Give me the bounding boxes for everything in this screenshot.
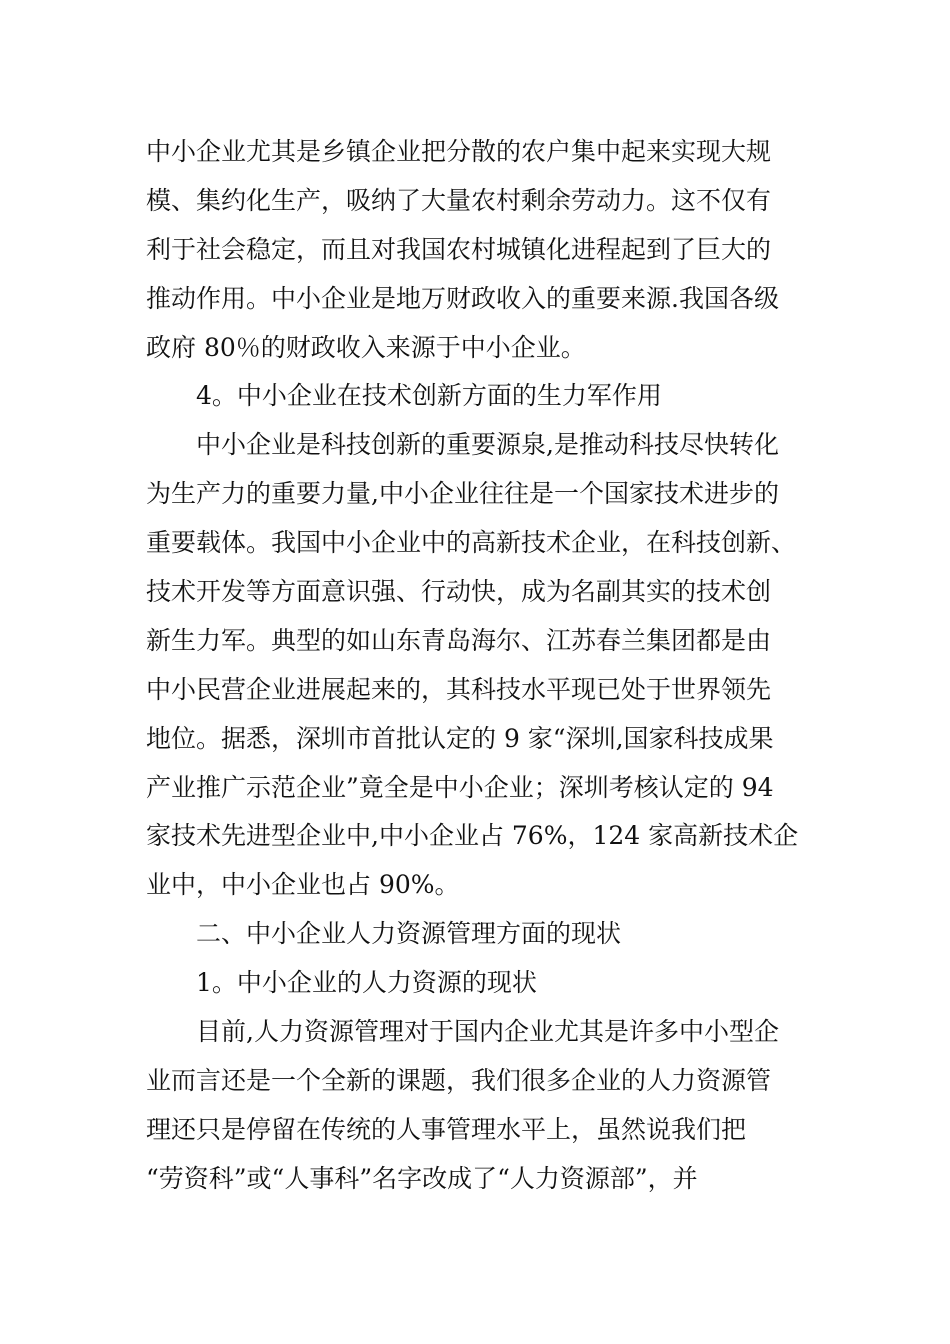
text-line: 政府 80％的财政收入来源于中小企业。 (146, 332, 586, 362)
text-line: 中小民营企业进展起来的，其科技水平现已处于世界领先 (146, 674, 772, 704)
subsection-heading: 1。中小企业的人力资源的现状 (196, 968, 537, 998)
text-line: 中小企业尤其是乡镇企业把分散的农户集中起来实现大规 (146, 137, 772, 166)
text-line: 技术开发等方面意识强、行动快，成为名副其实的技术创 (146, 577, 772, 607)
section-heading: 二、中小企业人力资源管理方面的现状 (196, 919, 622, 949)
text-line: 模、集约化生产，吸纳了大量农村剩余劳动力。这不仅有 (146, 185, 772, 215)
text-line: 中小企业是科技创新的重要源泉,是推动科技尽快转化 (196, 430, 779, 460)
text-line: 家技术先进型企业中,中小企业占 76%，124 家高新技术企 (146, 821, 799, 851)
text-line: 重要载体。我国中小企业中的高新技术企业，在科技创新、 (146, 528, 797, 558)
text-line: 为生产力的重要力量,中小企业往往是一个国家技术进步的 (146, 479, 779, 509)
text-line: 业中，中小企业也占 90%。 (146, 870, 460, 900)
text-line: “劳资科”或“人事科”名字改成了“人力资源部”，并 (146, 1163, 698, 1193)
section-heading: 4。中小企业在技术创新方面的生力军作用 (196, 381, 662, 411)
document-body (146, 128, 806, 1204)
text-line: 地位。据悉，深圳市首批认定的 9 家“深圳,国家科技成果 (146, 723, 774, 753)
text-line: 新生力军。典型的如山东青岛海尔、江苏春兰集团都是由 (146, 625, 772, 655)
text-line: 利于社会稳定，而且对我国农村城镇化进程起到了巨大的 (146, 234, 772, 264)
text-line: 产业推广示范企业”竟全是中小企业；深圳考核认定的 94 (146, 772, 774, 802)
text-line: 推动作用。中小企业是地万财政收入的重要来源.我国各级 (146, 283, 779, 313)
text-line: 业而言还是一个全新的课题，我们很多企业的人力资源管 (146, 1065, 772, 1095)
text-line: 目前,人力资源管理对于国内企业尤其是许多中小型企 (196, 1017, 779, 1047)
text-line: 理还只是停留在传统的人事管理水平上，虽然说我们把 (146, 1114, 747, 1144)
